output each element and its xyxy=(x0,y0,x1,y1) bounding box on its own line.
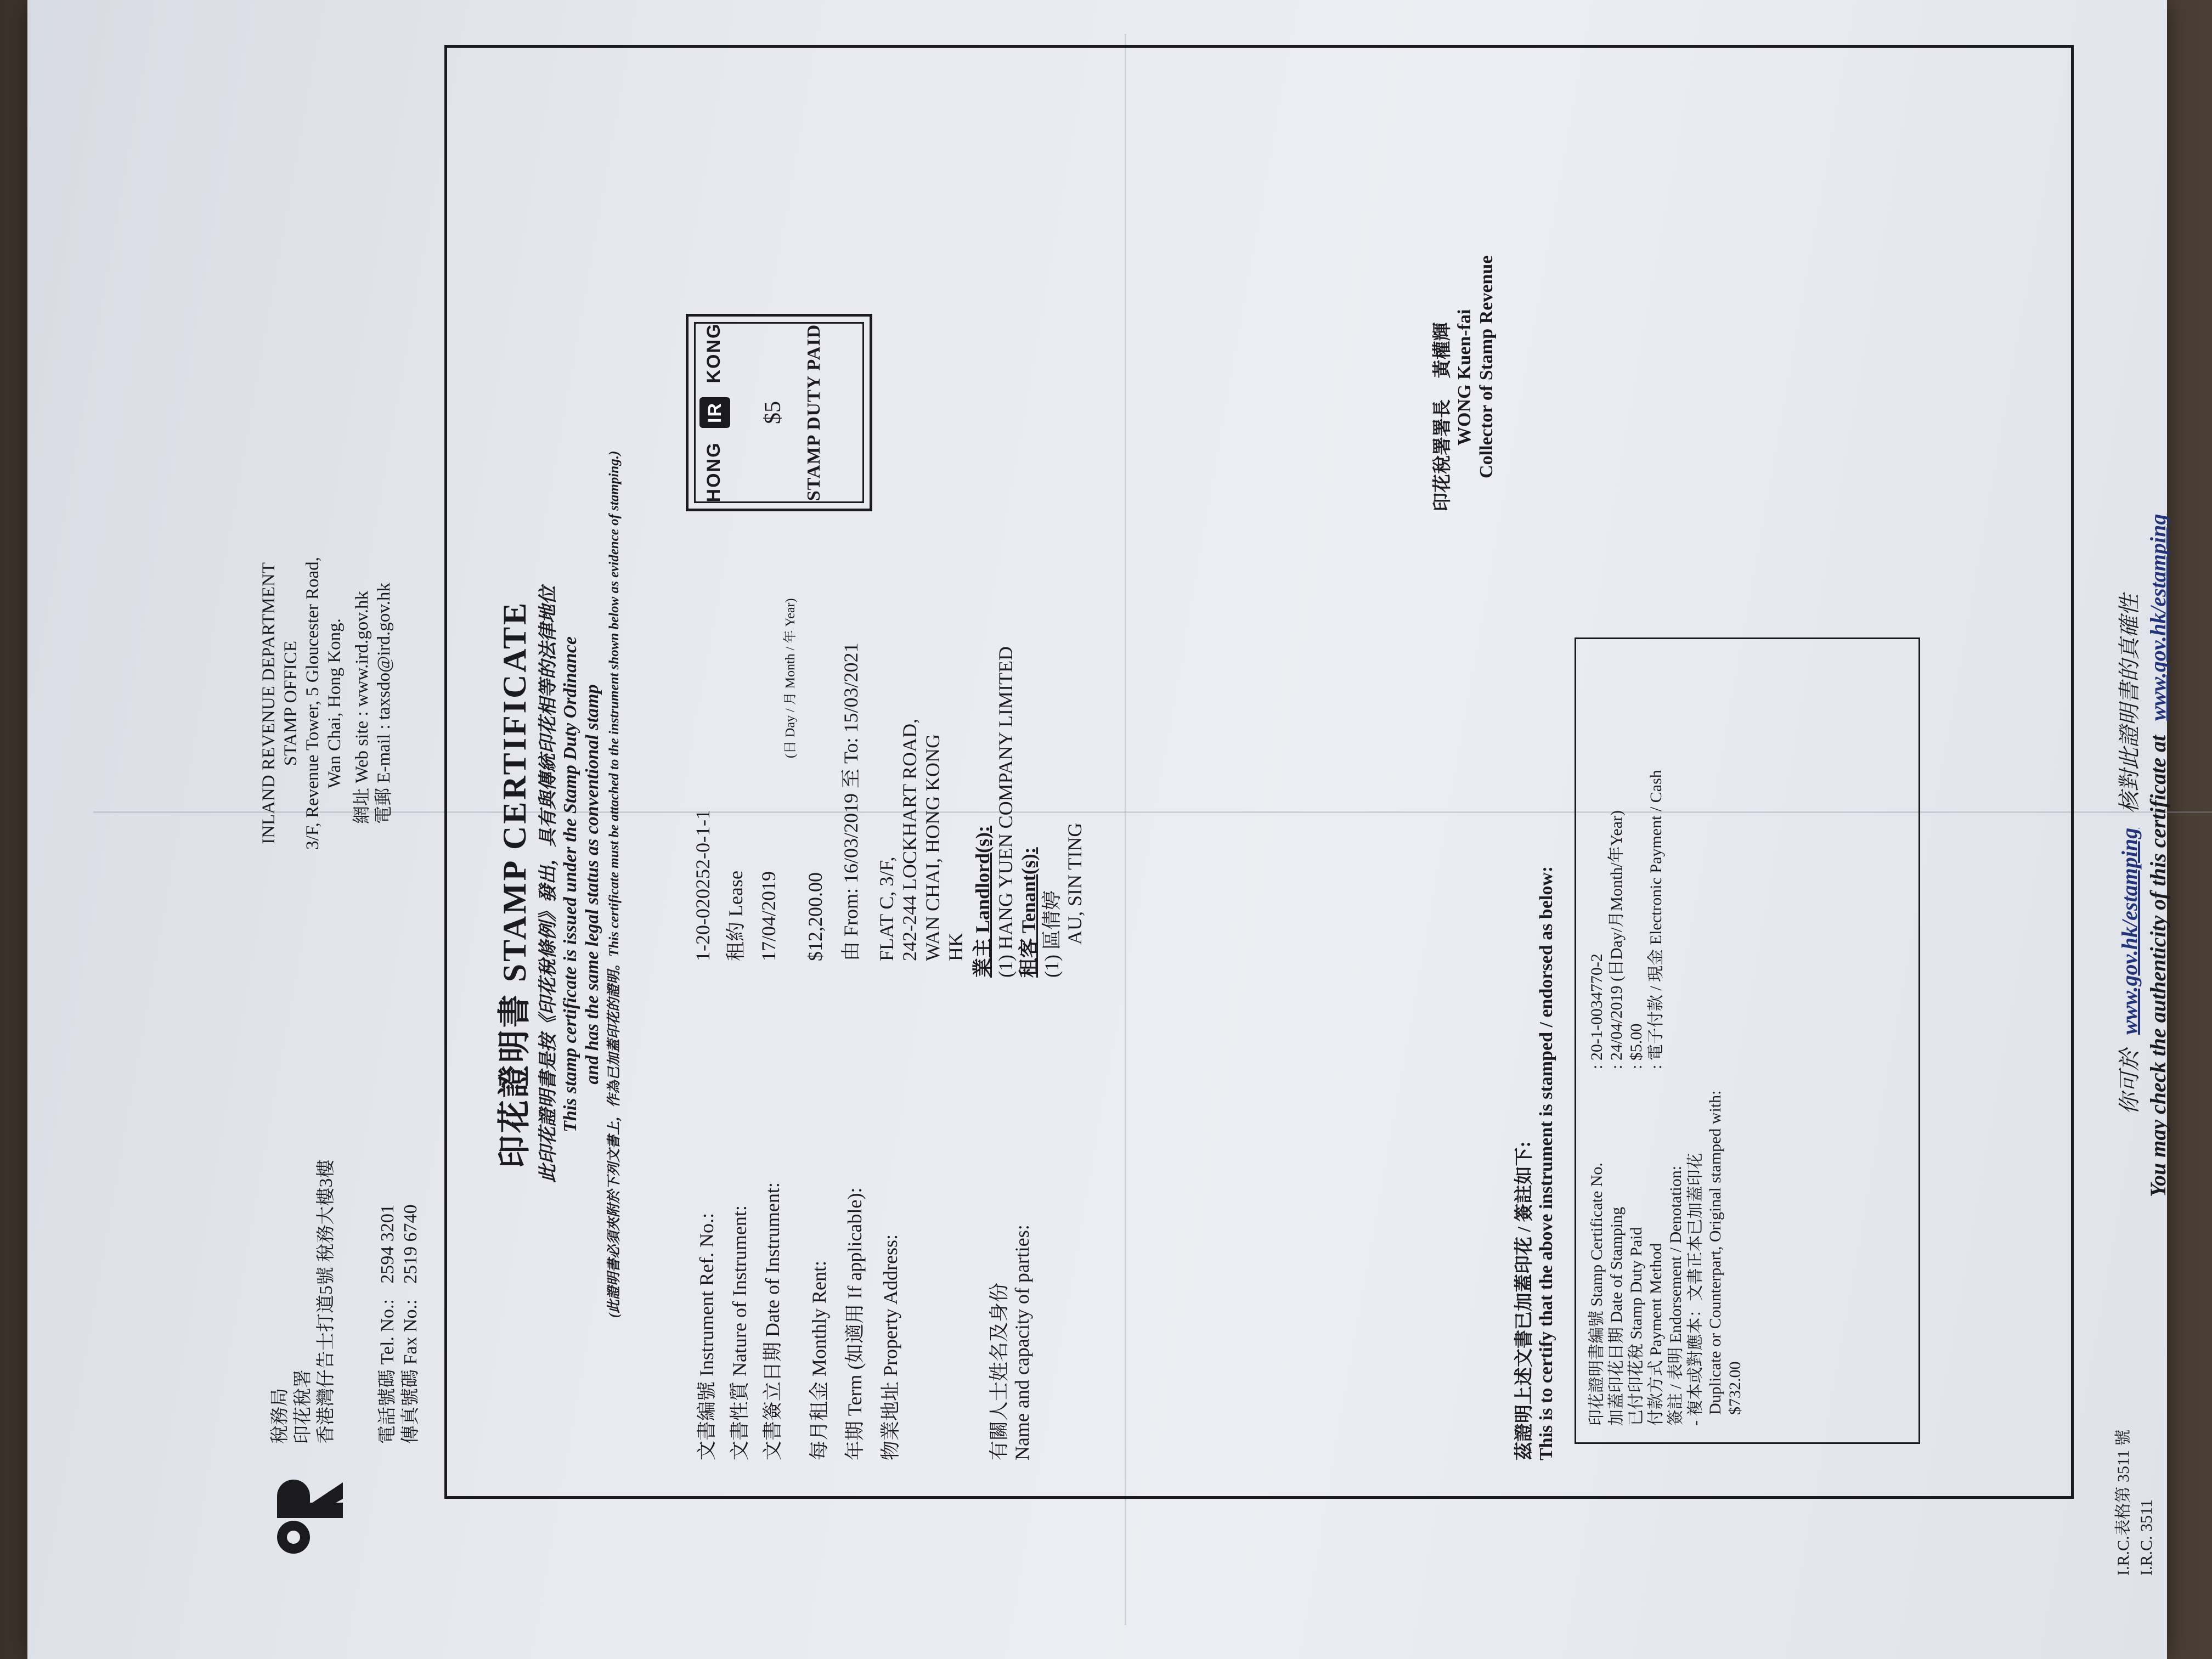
contact-block xyxy=(351,583,395,824)
tel-value: 2594 3201 xyxy=(377,1204,398,1284)
office-name-zh: 印花稅署 xyxy=(293,1369,313,1444)
parties-label xyxy=(988,967,1034,1460)
stamp-date-value: : 24/04/2019 (日Day/月Month/年Year) xyxy=(1607,810,1626,1069)
date-format-note: (日 Day / 月 Month / 年 Year) xyxy=(783,598,798,758)
term-value: 由 From: 16/03/2019 至 To: 15/03/2021 xyxy=(840,642,862,961)
method-label: 付款方式 Payment Method xyxy=(1647,1243,1665,1426)
tel-line xyxy=(376,1160,399,1444)
signatory-zh xyxy=(1432,127,1454,511)
endorse-line-1: - 複本或對應本：文書正本已加蓋印花 xyxy=(1686,1153,1705,1426)
cert-no-label: 印花證明書編號 Stamp Certificate No. xyxy=(1588,1163,1606,1426)
address-value xyxy=(875,358,967,961)
stamp-hong: HONG xyxy=(703,442,724,503)
fax-line xyxy=(399,1160,422,1444)
web-label: 網址 Web site : xyxy=(352,711,372,824)
stamp-ir-logo: IR xyxy=(699,397,730,428)
address-label: 物業地址 Property Address: xyxy=(879,1234,901,1460)
paper-sheet xyxy=(27,0,2170,1659)
header-right xyxy=(258,456,395,950)
date-label: 文書簽立日期 Date of Instrument: xyxy=(761,1182,783,1460)
web-value: www.ird.gov.hk xyxy=(352,591,372,707)
subtitle-en-1: This stamp certificate is issued under the Stamp Duty Ordinance xyxy=(560,636,580,1132)
duty-value: : $5.00 xyxy=(1627,1023,1645,1069)
parties-label-en: Name and capacity of parties: xyxy=(1011,1224,1033,1460)
address-line: HK xyxy=(945,933,967,961)
stamp-date-label: 加蓋印花日期 Date of Stamping xyxy=(1607,1206,1626,1426)
stamp-certificate-document xyxy=(93,34,2212,1625)
signatory-block xyxy=(1432,127,1498,511)
nature-value: 租約 Lease xyxy=(725,871,747,961)
duty-label: 已付印花稅 Stamp Duty Paid xyxy=(1627,1227,1645,1426)
landlord-1: (1) HANG YUEN COMPANY LIMITED xyxy=(995,646,1017,978)
stamping-details-box xyxy=(1575,637,1920,1444)
signatory-name-zh: 黃權輝 xyxy=(1432,322,1453,379)
certificate-subtitle xyxy=(538,308,625,1460)
parties-label-zh: 有關人士姓名及身份 xyxy=(988,1282,1010,1460)
form-number-en: I.R.C. 3511 xyxy=(2137,1499,2155,1576)
stamp-value: $5 xyxy=(760,401,786,424)
subtitle-zh: 此印花證明書是按《印花稅條例》發出，具有與傳統印花相等的法律地位 xyxy=(538,586,558,1183)
cert-no-value: : 20-1-0034770-2 xyxy=(1588,953,1606,1069)
method-value: : 電子付款 / 現金 Electronic Payment / Cash xyxy=(1647,770,1665,1069)
estamping-link[interactable]: www.gov.hk/estamping xyxy=(2117,827,2142,1035)
estamping-link[interactable]: www.gov.hk/estamping xyxy=(2146,514,2170,721)
dept-name-zh: 稅務局 xyxy=(270,1388,290,1444)
tel-label: 電話號碼 Tel. No.: xyxy=(377,1299,398,1444)
address-line-1: 3/F, Revenue Tower, 5 Gloucester Road, xyxy=(303,557,323,850)
ref-value: 1-20-020252-0-1-1 xyxy=(692,810,714,961)
address-line: WAN CHAI, HONG KONG xyxy=(922,734,944,961)
parties-value xyxy=(971,374,1086,978)
form-number-zh: I.R.C.表格第 3511 號 xyxy=(2114,1429,2132,1576)
dept-name-en: INLAND REVENUE DEPARTMENT xyxy=(259,562,279,844)
tenant-1-zh: (1) 區倩婷 xyxy=(1041,890,1063,978)
footer-line-en xyxy=(2145,514,2171,1197)
form-number xyxy=(2112,1430,2158,1576)
header-left xyxy=(269,1160,422,1444)
address-line: 242-244 LOCKHART ROAD, xyxy=(899,718,921,961)
endorse-line-3: $732.00 xyxy=(1726,1361,1744,1415)
subtitle-en-2: and has the same legal status as conventional stamp xyxy=(582,684,602,1085)
term-label: 年期 Term (如適用 If applicable): xyxy=(844,1187,866,1460)
certificate-title: 印花證明書 STAMP CERTIFICATE xyxy=(496,600,533,1169)
endorse-line-2: Duplicate or Counterpart, Original stamped with: xyxy=(1706,1090,1724,1415)
address-line-2: Wan Chai, Hong Kong. xyxy=(325,618,345,788)
ref-label: 文書編號 Instrument Ref. No.: xyxy=(696,1213,718,1460)
stamp-paid-label: STAMP DUTY PAID xyxy=(804,324,824,501)
fax-value: 2519 6740 xyxy=(400,1204,421,1284)
rent-label: 每月租金 Monthly Rent: xyxy=(808,1260,830,1460)
email-label: 電郵 E-mail : xyxy=(374,724,394,824)
tenant-heading: 租客 Tenant(s): xyxy=(1018,847,1040,978)
signatory-title-zh: 印花稅署署長 xyxy=(1432,399,1453,511)
date-value: 17/04/2019 xyxy=(758,871,780,961)
office-name-en: STAMP OFFICE xyxy=(281,640,301,766)
address-line: FLAT C, 3/F, xyxy=(876,856,898,961)
footer-line-zh xyxy=(2112,594,2143,1115)
endorse-label: 簽註 / 表明 Endorsement / Denotation: xyxy=(1667,1165,1685,1426)
signatory-title-en: Collector of Stamp Revenue xyxy=(1476,255,1497,478)
nature-label: 文書性質 Nature of Instrument: xyxy=(729,1205,751,1460)
footer-zh-tail: 核對此證明書的真確性 xyxy=(2117,594,2142,814)
ird-logo-icon xyxy=(269,1477,351,1559)
tenant-1-en: AU, SIN TING xyxy=(1064,822,1086,945)
stamping-details-grid xyxy=(1587,656,1666,1426)
email-line xyxy=(373,583,395,824)
address-zh: 香港灣仔告士打道5號 稅務大樓3樓 xyxy=(316,1159,336,1444)
stamp-kong: KONG xyxy=(703,323,724,383)
email-value: taxsdo@ird.gov.hk xyxy=(374,583,394,720)
fax-label: 傳真號碼 Fax No.: xyxy=(400,1299,421,1444)
rent-value: $12,200.00 xyxy=(804,872,826,961)
landlord-heading: 業主 Landlord(s): xyxy=(972,825,994,978)
signatory-name-en: WONG Kuen-fai xyxy=(1454,309,1475,445)
footer-en-lead: You may check the authenticity of this certificate at xyxy=(2146,735,2170,1197)
certify-line-zh: 茲證明上述文書已加蓋印花 / 簽註如下: xyxy=(1514,1141,1534,1460)
certify-line-en: This is to certify that the above instrument is stamped / endorsed as below: xyxy=(1536,866,1556,1460)
web-line xyxy=(351,583,373,824)
footer-zh-lead: 你可於 xyxy=(2117,1049,2142,1115)
subtitle-note: (此證明書必須夾附於下列文書上，作為已加蓋印花的證明。This certificate must be attached to the instrument shown below as evidence of stamping.) xyxy=(607,450,622,1318)
